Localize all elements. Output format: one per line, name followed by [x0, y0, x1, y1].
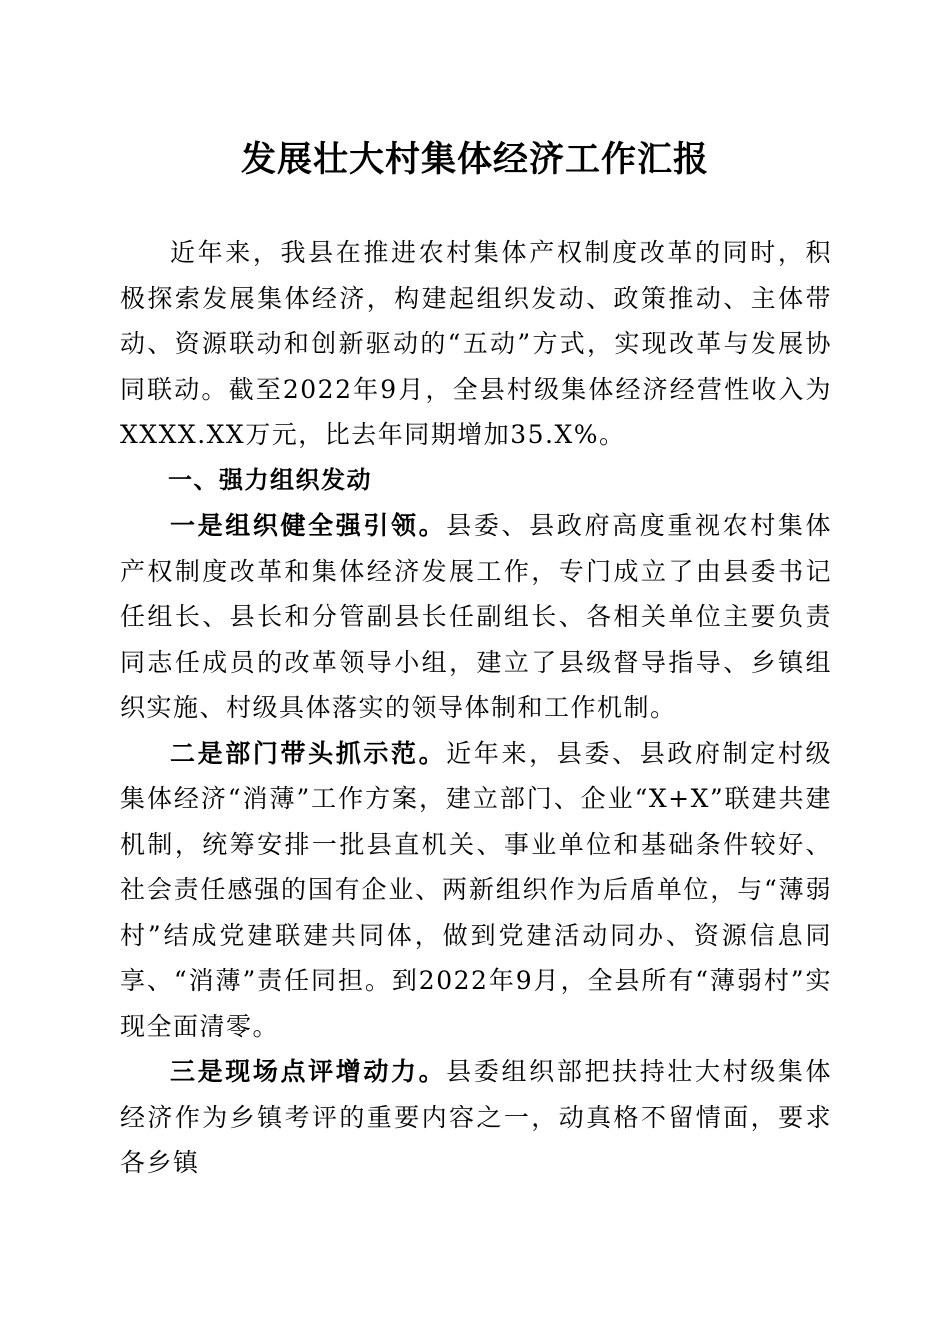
- paragraph-item-2: [120, 731, 832, 1050]
- paragraph-text: 县委、县政府高度重视农村集体产权制度改革和集体经济发展工作，专门成立了由县委书记任组长、县长和分管副县长任副组长、各相关单位主要负责同志任成员的改革领导小组，建立了县级督导指导、乡镇组织实施、村级具体落实的领导体制和工作机制。: [120, 511, 832, 722]
- document-body: [120, 230, 832, 1186]
- paragraph-item-1: [120, 503, 832, 731]
- paragraph-text: 近年来，县委、县政府制定村级集体经济“消薄”工作方案，建立部门、企业“X+X”联建共建机制，统筹安排一批县直机关、事业单位和基础条件较好、社会责任感强的国有企业、两新组织作为后盾单位，与“薄弱村”结成党建联建共同体，做到党建活动同办、资源信息同享、“消薄”责任同担。到2022年9月，全县所有“薄弱村”实现全面清零。: [120, 738, 832, 1041]
- paragraph-lead: 三是现场点评增动力。: [170, 1057, 447, 1086]
- section-heading: 一、强力组织发动: [168, 465, 372, 494]
- paragraph-text: 县委组织部把扶持壮大村级集体经济作为乡镇考评的重要内容之一，动真格不留情面，要求各乡镇: [120, 1057, 832, 1177]
- paragraph-lead: 一是组织健全强引领。: [170, 511, 447, 540]
- document-title: 发展壮大村集体经济工作汇报: [240, 139, 709, 180]
- paragraph-lead: 二是部门带头抓示范。: [170, 738, 447, 768]
- intro-paragraph: 近年来，我县在推进农村集体产权制度改革的同时，积极探索发展集体经济，构建起组织发动、政策推动、主体带动、资源联动和创新驱动的“五动”方式，实现改革与发展协同联动。截至2022年9月，全县村级集体经济经营性收入为XXXX.XX万元，比去年同期增加35.X%。: [120, 238, 832, 449]
- paragraph-item-3: [120, 1049, 832, 1186]
